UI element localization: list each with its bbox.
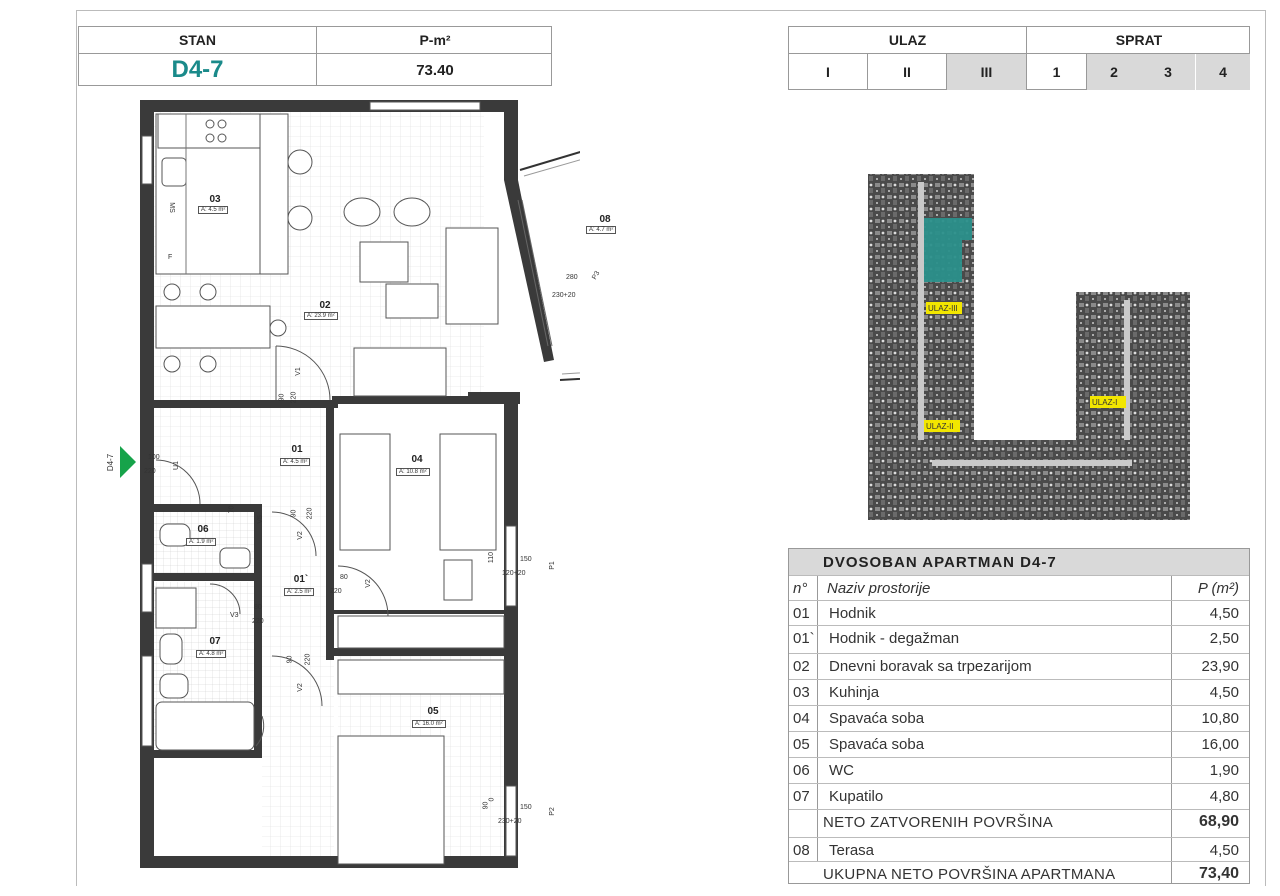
- row-n: 01`: [793, 629, 815, 647]
- row-name: Terasa: [829, 841, 875, 859]
- room-area-table: [788, 548, 1250, 884]
- sprat-option-4[interactable]: 4: [1196, 54, 1250, 90]
- table-row: [789, 705, 1249, 730]
- row-name: Kuhinja: [829, 683, 880, 701]
- dim-entry-b: 220: [144, 468, 156, 475]
- dim-door-04-b: 220: [330, 588, 342, 595]
- door-tag-v2a: V2: [296, 531, 304, 540]
- door-tag-u1: U1: [172, 461, 180, 470]
- door-tag-v2b: V2: [364, 579, 372, 588]
- door-tag-p2: P2: [548, 807, 556, 816]
- neto-value: 68,90: [1198, 813, 1239, 830]
- total-label: UKUPNA NETO POVRŠINA APARTMANA: [823, 865, 1116, 883]
- head-p: P (m²): [1197, 579, 1239, 597]
- row-n: 08: [793, 841, 810, 859]
- room-06-label: 06: [197, 524, 209, 535]
- room-02-label: 02: [319, 300, 331, 311]
- dim-door-02-a: 90: [278, 393, 286, 402]
- neto-label: NETO ZATVORENIH POVRŠINA: [823, 813, 1054, 831]
- table-row: [789, 783, 1249, 808]
- row-n: 05: [793, 735, 810, 753]
- entrance-floor-selector: [788, 26, 1250, 90]
- dim-door-05-b: 220: [304, 653, 312, 666]
- sprat-option-1[interactable]: 1: [1052, 64, 1061, 80]
- unit-code: D4-7: [171, 56, 224, 83]
- row-name: Dnevni boravak sa trpezarijom: [829, 657, 1032, 675]
- room-04-label: 04: [411, 454, 423, 465]
- entrance-label: D4-7: [106, 453, 116, 472]
- fixture-ms: MS: [167, 202, 175, 213]
- head-n: n°: [793, 579, 808, 597]
- row-p: 1,90: [1209, 761, 1239, 779]
- row-n: 02: [793, 657, 810, 675]
- dim-door-01-a: 90: [290, 509, 298, 518]
- row-n: 06: [793, 761, 810, 779]
- dim-door-07-a: 80: [254, 604, 262, 611]
- row-name: Kupatilo: [829, 787, 884, 805]
- dim-window-04-b: 120+20: [502, 570, 526, 577]
- total-row: [789, 861, 1249, 886]
- room-04-area: A: 10.8 m²: [396, 468, 430, 476]
- dim-window-04-a: 150: [520, 556, 532, 563]
- room-07-area: A: 4.8 m²: [196, 650, 226, 658]
- stan-label: STAN: [178, 32, 217, 48]
- row-p: 4,50: [1209, 841, 1239, 859]
- table-row: [789, 625, 1249, 650]
- row-n: 07: [793, 787, 810, 805]
- door-tag-p3: P3: [591, 270, 602, 281]
- door-tag-v1: V1: [294, 367, 302, 376]
- terasa-row: [789, 837, 1249, 862]
- page-left-rule: [76, 10, 77, 886]
- unit-area: 73.40: [416, 61, 454, 79]
- fixture-f: F: [168, 254, 173, 261]
- table-row: [789, 757, 1249, 782]
- dim-window-05-d: 0: [488, 797, 496, 802]
- site-label-ulaz-i: ULAZ-I: [1092, 398, 1118, 407]
- room-03-label: 03: [209, 194, 221, 205]
- dim-window-04-c: 110: [488, 551, 496, 564]
- row-p: 4,80: [1209, 787, 1239, 805]
- row-p: 4,50: [1209, 604, 1239, 622]
- ulaz-option-3[interactable]: III: [947, 54, 1026, 90]
- dim-door-07-b: 220: [252, 618, 264, 625]
- table-row: [789, 653, 1249, 678]
- dim-terrace-b: 230+20: [552, 292, 576, 299]
- row-name: WC: [829, 761, 854, 779]
- dim-door-05-a: 90: [286, 655, 294, 664]
- neto-row: [789, 809, 1249, 834]
- table-title: DVOSOBAN APARTMAN D4-7: [789, 549, 1249, 575]
- dim-door-04-a: 80: [340, 574, 348, 581]
- sprat-option-3[interactable]: 3: [1141, 54, 1195, 90]
- room-06-area: A: 1.9 m²: [186, 538, 216, 546]
- table-row: [789, 731, 1249, 756]
- head-name: Naziv prostorije: [827, 579, 931, 597]
- table-row: [789, 679, 1249, 704]
- dim-door-01-b: 220: [306, 507, 314, 520]
- room-01-area: A: 4.5 m²: [280, 458, 310, 466]
- site-label-ulaz-ii: ULAZ-II: [926, 422, 954, 431]
- dim-entry-a: 100: [148, 454, 160, 461]
- row-p: 2,50: [1209, 629, 1239, 647]
- dim-window-05-c: 90: [482, 801, 490, 810]
- sprat-label: SPRAT: [1115, 32, 1163, 48]
- dim-door-02-b: 220: [290, 391, 298, 404]
- room-08-label: 08: [599, 214, 611, 225]
- ulaz-option-1[interactable]: I: [826, 64, 830, 80]
- page-top-rule: [76, 10, 1266, 11]
- row-n: 03: [793, 683, 810, 701]
- row-n: 04: [793, 709, 810, 727]
- door-tag-v3: V3: [230, 612, 239, 619]
- room-05-area: A: 16.0 m²: [412, 720, 446, 728]
- room-02-area: A: 23.9 m²: [304, 312, 338, 320]
- row-p: 23,90: [1201, 657, 1239, 675]
- room-07-label: 07: [209, 636, 221, 647]
- pm2-label: P-m²: [419, 32, 451, 48]
- door-tag-v5: V5: [256, 515, 264, 524]
- row-p: 4,50: [1209, 683, 1239, 701]
- room-01b-label: 01`: [293, 574, 309, 585]
- row-p: 10,80: [1201, 709, 1239, 727]
- site-plan-drawing: [862, 170, 1212, 530]
- row-n: 01: [793, 604, 810, 622]
- room-05-label: 05: [427, 706, 439, 717]
- site-label-ulaz-iii: ULAZ-III: [928, 304, 958, 313]
- table-head-row: [789, 575, 1249, 600]
- floor-plan: [100, 96, 614, 876]
- door-tag-v2c: V2: [296, 683, 304, 692]
- ulaz-option-2[interactable]: II: [903, 64, 911, 80]
- door-tag-p1: P1: [548, 561, 556, 570]
- ulaz-label: ULAZ: [888, 32, 927, 48]
- unit-header-table: [78, 26, 552, 86]
- room-01b-area: A: 2.5 m²: [284, 588, 314, 596]
- page-right-rule: [1265, 10, 1266, 886]
- row-p: 16,00: [1201, 735, 1239, 753]
- row-name: Spavaća soba: [829, 709, 925, 727]
- site-plan: [862, 170, 1212, 530]
- sprat-option-2[interactable]: 2: [1087, 54, 1141, 90]
- room-01-label: 01: [291, 444, 303, 455]
- room-03-area: A: 4.5 m²: [198, 206, 228, 214]
- row-name: Spavaća soba: [829, 735, 925, 753]
- total-value: 73,40: [1198, 865, 1239, 882]
- room-08-area: A: 4.7 m²: [586, 226, 616, 234]
- dim-window-05-a: 150: [520, 804, 532, 811]
- row-name: Hodnik - degažman: [829, 629, 960, 647]
- dim-terrace-a: 280: [566, 274, 578, 281]
- table-row: [789, 600, 1249, 625]
- row-name: Hodnik: [829, 604, 876, 622]
- dim-window-05-b: 230+20: [498, 818, 522, 825]
- dim-door-06: 70: [228, 505, 236, 514]
